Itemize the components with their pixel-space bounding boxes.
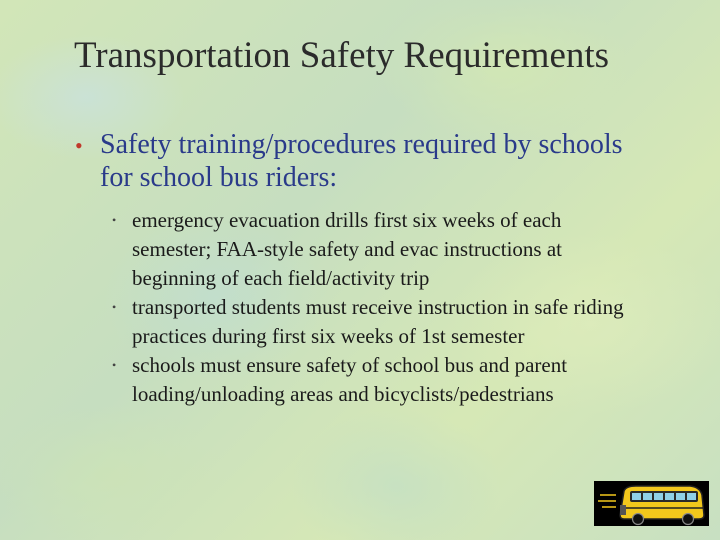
sub-bullet-text: schools must ensure safety of school bus and parent loading/unloading areas and bicyclists/pedestrians bbox=[132, 353, 568, 406]
sub-bullet-list bbox=[112, 206, 632, 409]
bullet-marker: • bbox=[75, 133, 83, 158]
slide-title: Transportation Safety Requirements bbox=[74, 35, 610, 76]
sub-bullet-marker: • bbox=[112, 300, 117, 314]
sub-bullet-item bbox=[112, 351, 632, 409]
sub-bullet-text: emergency evacuation drills first six weeks of each semester; FAA-style safety and evac instructions at beginning of each field/activity trip bbox=[132, 208, 562, 290]
sub-bullet-text: transported students must receive instruction in safe riding practices during first six weeks of 1st semester bbox=[132, 295, 624, 348]
sub-bullet-marker: • bbox=[112, 358, 117, 372]
sub-bullet-item bbox=[112, 206, 632, 293]
school-bus-icon bbox=[594, 481, 709, 526]
school-bus-drawing bbox=[594, 481, 709, 526]
sub-bullet-marker: • bbox=[112, 213, 117, 227]
sub-bullet-item bbox=[112, 293, 632, 351]
main-bullet bbox=[75, 128, 635, 194]
main-bullet-text: Safety training/procedures required by schools for school bus riders: bbox=[100, 129, 623, 193]
